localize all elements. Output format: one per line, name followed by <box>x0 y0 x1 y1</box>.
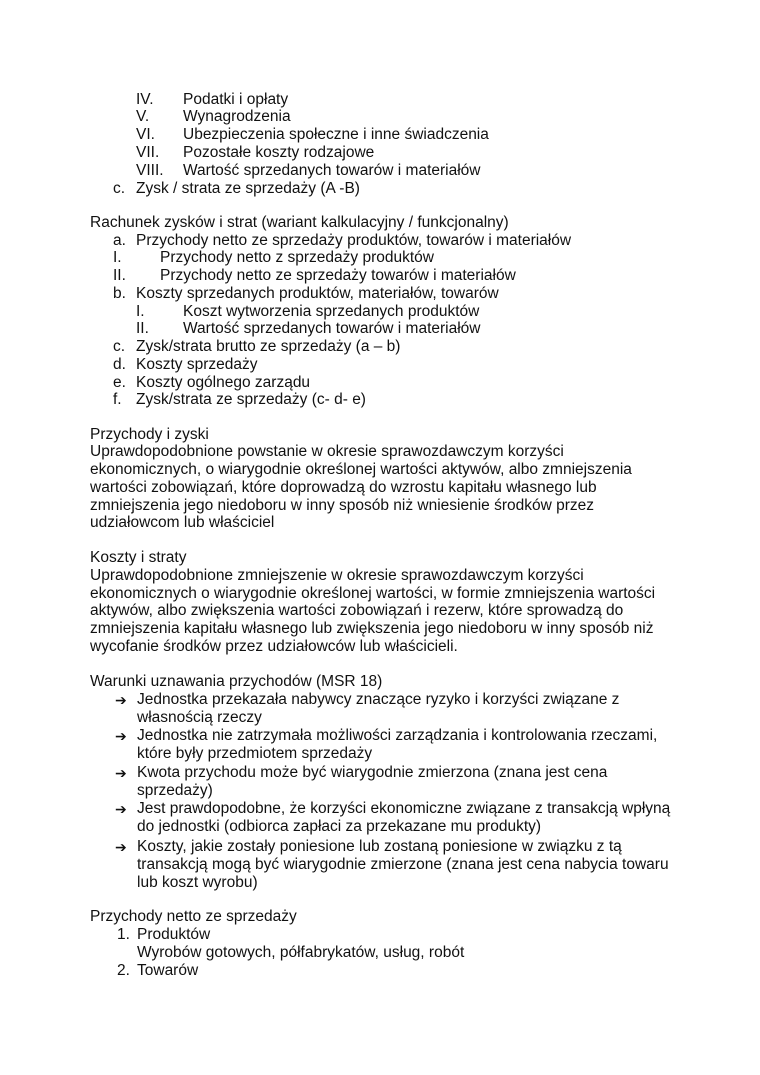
list-num: c. <box>113 338 126 355</box>
section-heading: Warunki uznawania przychodów (MSR 18) <box>90 673 383 690</box>
roman-num: I. <box>136 303 145 320</box>
section-heading: Koszty i straty <box>90 549 187 566</box>
bullet-line: własnością rzeczy <box>137 709 262 726</box>
bullet-line: Koszty, jakie zostały poniesione lub zostaną poniesione w związku z tą <box>137 838 622 855</box>
paragraph-line: ekonomicznych o wiarygodnie określonej wartości, w formie zmniejszenia wartości <box>90 585 656 602</box>
list-subtext: Wyrobów gotowych, półfabrykatów, usług, robót <box>137 944 465 961</box>
roman-text: Wartość sprzedanych towarów i materiałów <box>183 162 481 179</box>
list-text: Zysk/strata ze sprzedaży (c- d- e) <box>136 391 366 408</box>
paragraph-line: udziałowcom lub właściciel <box>90 514 275 531</box>
list-num: c. <box>113 180 126 197</box>
arrow-bullet-icon: ➔ <box>115 801 127 817</box>
list-num: a. <box>113 232 126 249</box>
paragraph-line: wycofanie środków przez udziałowców lub właścicieli. <box>90 638 458 655</box>
paragraph-line: aktywów, albo zwiększenia wartości zobowiązań i rezerw, które sprowadzą do <box>90 602 624 619</box>
roman-num: IV. <box>136 91 154 108</box>
bullet-line: Jest prawdopodobne, że korzyści ekonomiczne związane z transakcją wpłyną <box>137 800 671 817</box>
list-num: 1. <box>117 926 130 943</box>
list-num: d. <box>113 356 126 373</box>
paragraph-line: Uprawdopodobnione powstanie w okresie sprawozdawczym korzyści <box>90 443 564 460</box>
bullet-line: do jednostki (odbiorca zapłaci za przekazane mu produkty) <box>137 818 542 835</box>
bullet-line: które były przedmiotem sprzedaży <box>137 745 373 762</box>
roman-num: I. <box>113 249 122 266</box>
roman-text: Podatki i opłaty <box>183 91 289 108</box>
roman-text: Przychody netto ze sprzedaży towarów i materiałów <box>160 267 516 284</box>
paragraph-line: ekonomicznych, o wiarygodnie określonej wartości aktywów, albo zmniejszenia <box>90 461 632 478</box>
paragraph-line: Uprawdopodobnione zmniejszenie w okresie sprawozdawczym korzyści <box>90 567 584 584</box>
list-text: Przychody netto ze sprzedaży produktów, towarów i materiałów <box>136 232 572 249</box>
roman-text: Pozostałe koszty rodzajowe <box>183 144 375 161</box>
roman-num: VIII. <box>136 162 164 179</box>
arrow-bullet-icon: ➔ <box>115 839 127 855</box>
bullet-line: lub koszt wyrobu) <box>137 874 258 891</box>
roman-text: Ubezpieczenia społeczne i inne świadczenia <box>183 126 489 143</box>
paragraph-line: zmniejszenia jego niedoboru w inny sposób niż wniesienie środków przez <box>90 497 595 514</box>
bullet-line: Kwota przychodu może być wiarygodnie zmierzona (znana jest cena <box>137 764 608 781</box>
list-num: 2. <box>117 962 130 979</box>
arrow-bullet-icon: ➔ <box>115 692 127 708</box>
bullet-line: Jednostka przekazała nabywcy znaczące ryzyko i korzyści związane z <box>137 691 620 708</box>
list-text: Zysk / strata ze sprzedaży (A -B) <box>136 180 360 197</box>
roman-num: II. <box>136 320 149 337</box>
paragraph-line: zmniejszenia kapitału własnego lub zwiększenia jego niedoboru w inny sposób niż <box>90 620 654 637</box>
roman-text: Przychody netto z sprzedaży produktów <box>160 249 434 266</box>
roman-text: Koszt wytworzenia sprzedanych produktów <box>183 303 480 320</box>
list-text: Koszty sprzedaży <box>136 356 258 373</box>
list-text: Produktów <box>137 926 211 943</box>
roman-num: VII. <box>136 144 160 161</box>
paragraph-line: wartości zobowiązań, które doprowadzą do wzrostu kapitału własnego lub <box>90 479 597 496</box>
bullet-line: sprzedaży) <box>137 782 213 799</box>
list-num: f. <box>113 391 122 408</box>
arrow-bullet-icon: ➔ <box>115 728 127 744</box>
roman-text: Wynagrodzenia <box>183 108 291 125</box>
list-text: Koszty sprzedanych produktów, materiałów, towarów <box>136 285 499 302</box>
list-text: Towarów <box>137 962 199 979</box>
bullet-line: transakcją mogą być wiarygodnie zmierzone (znana jest cena nabycia towaru <box>137 856 669 873</box>
list-num: b. <box>113 285 126 302</box>
section-heading: Przychody netto ze sprzedaży <box>90 908 297 925</box>
bullet-line: Jednostka nie zatrzymała możliwości zarządzania i kontrolowania rzeczami, <box>137 727 658 744</box>
roman-text: Wartość sprzedanych towarów i materiałów <box>183 320 481 337</box>
section-heading: Rachunek zysków i strat (wariant kalkulacyjny / funkcjonalny) <box>90 214 509 231</box>
list-text: Koszty ogólnego zarządu <box>136 374 311 391</box>
list-num: e. <box>113 374 126 391</box>
roman-num: VI. <box>136 126 155 143</box>
roman-num: II. <box>113 267 126 284</box>
arrow-bullet-icon: ➔ <box>115 765 127 781</box>
list-text: Zysk/strata brutto ze sprzedaży (a – b) <box>136 338 401 355</box>
roman-num: V. <box>136 108 150 125</box>
section-heading: Przychody i zyski <box>90 426 209 443</box>
